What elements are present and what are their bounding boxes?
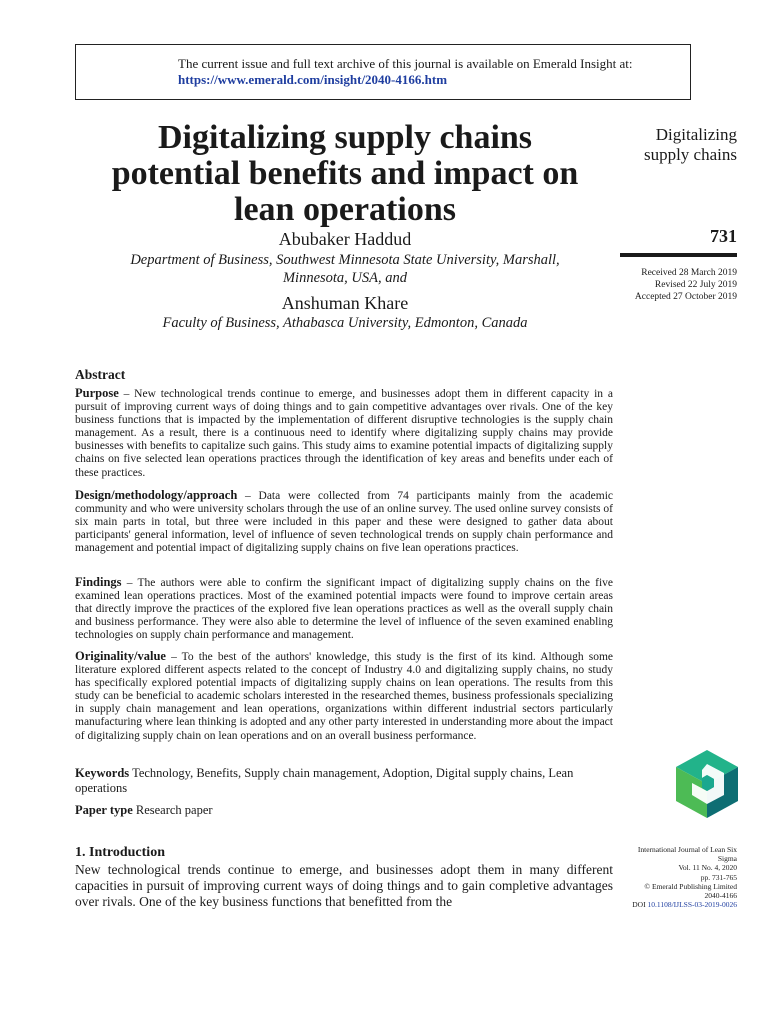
title-line-2: potential benefits and impact on: [111, 155, 579, 192]
abstract-purpose: [75, 387, 613, 480]
abstract-findings: [75, 576, 613, 642]
journal-info-line: International Journal of Lean Six: [637, 845, 737, 854]
doi-label: DOI: [632, 900, 646, 910]
notice-text: The current issue and full text archive of this journal is available on Emerald Insight at:: [178, 56, 633, 71]
purpose-text: – New technological trends continue to emerge, and businesses adopt them in different capacity in a pursuit of improving current ways of doing things and to gain competitive advantages over rivals. One of the key business functions that is impacted by the implementation of different disruptive technologies is the supply chain management. As a result, there is a continuous need to identify where digitalizing supply chains may provide businesses with benefits to capitalize such gains. This study aims to examine potential impacts of digitalizing supply chains on five selected lean operations practices through the identification of key areas and benefits under each of these practices.: [75, 388, 613, 479]
abstract-heading: Abstract: [75, 367, 126, 382]
emerald-logo-icon: [676, 750, 738, 818]
purpose-label: Purpose: [75, 386, 119, 400]
keywords: [75, 766, 613, 796]
doi-line: [610, 900, 737, 909]
running-title-line: Digitalizing: [655, 125, 737, 144]
paper-type-label: Paper type: [75, 803, 133, 817]
revised-date: Revised 22 July 2019: [654, 280, 737, 290]
page-number: 731: [710, 226, 737, 246]
abstract-design: [75, 489, 613, 555]
sidebar-rule: [620, 253, 737, 257]
article-dates: [600, 267, 737, 303]
author-1-name: Abubaker Haddud: [278, 229, 412, 249]
journal-info-line: pp. 731-765: [700, 872, 737, 882]
introduction-heading: 1. Introduction: [75, 845, 165, 860]
author-2-affiliation: [90, 314, 600, 332]
journal-info-line: Vol. 11 No. 4, 2020: [678, 863, 737, 873]
originality-label: Originality/value: [75, 649, 166, 663]
running-title: [620, 125, 737, 165]
journal-info-line: 2040-4166: [704, 891, 737, 901]
design-text: – Data were collected from 74 participants mainly from the academic community and who were university scholars through the use of an online survey. The used online survey consists of six main parts in total, but three were included in this paper and these were designed to gather data about participants' general information, level of influence of seven technological trends on supply chain performance and management and potential impact of digitalizing supply chains on five lean operations practices.: [75, 490, 613, 555]
accepted-date: Accepted 27 October 2019: [634, 292, 737, 302]
journal-link[interactable]: https://www.emerald.com/insight/2040-4166.htm: [178, 72, 448, 87]
doi-link[interactable]: 10.1108/IJLSS-03-2019-0026: [647, 900, 737, 910]
paper-type-text: Research paper: [132, 803, 213, 817]
journal-info: [610, 845, 737, 909]
findings-text: – The authors were able to confirm the significant impact of digitalizing supply chains on the five examined lean operations practices. Most of the examined potential impacts were found to improve certain areas that directly improve the practices of the explored five lean operations practices as well as the overall supply chain and business performance. They were also able to determine the level of influence of the seven examined enabling technologies on supply chain performance and management.: [75, 577, 613, 642]
received-date: Received 28 March 2019: [641, 268, 737, 278]
journal-info-line: © Emerald Publishing Limited: [644, 881, 737, 891]
author-1-affiliation: [90, 251, 600, 287]
journal-info-line: Sigma: [717, 854, 737, 864]
design-label: Design/methodology/approach: [75, 488, 238, 502]
article-title: [80, 120, 610, 228]
affiliation-line: Department of Business, Southwest Minnesota State University, Marshall,: [130, 252, 560, 268]
title-line-3: lean operations: [234, 191, 456, 228]
paper-type: [75, 803, 613, 818]
keywords-label: Keywords: [75, 766, 130, 780]
findings-label: Findings: [75, 575, 122, 589]
journal-notice-box: [75, 44, 691, 100]
originality-text: – To the best of the authors' knowledge, this study is the first of its kind. Although some literature explored different aspects related to the concept of Industry 4.0 and digitalizing supply chains, no study has specifically explored potential impacts of digitalizing supply chains on lean operations. The results from this study can be beneficial to academic scholars interested in the researched themes, business professionals specializing in supply chain management and lean operations, organizations within different industrial sectors particularly manufacturing where lean thinking is adopted and any other party interested in understanding more about the impact of digitalizing supply chain on lean operations and on an overall business performance.: [75, 651, 613, 742]
running-title-line: supply chains: [643, 145, 737, 164]
affiliation-line: Faculty of Business, Athabasca University, Edmonton, Canada: [162, 315, 528, 331]
keywords-text: Technology, Benefits, Supply chain management, Adoption, Digital supply chains, Lean operations: [75, 766, 574, 795]
title-line-1: Digitalizing supply chains: [157, 119, 533, 156]
introduction-text: New technological trends continue to emerge, and businesses adopt them in many different capacities in pursuit of improving current ways of doing things and to gain completive advantages over rivals. One of the key business functions that benefitted from the: [75, 862, 613, 909]
author-2-name: Anshuman Khare: [281, 293, 409, 313]
abstract-originality: [75, 650, 613, 743]
affiliation-line: Minnesota, USA, and: [282, 270, 408, 286]
